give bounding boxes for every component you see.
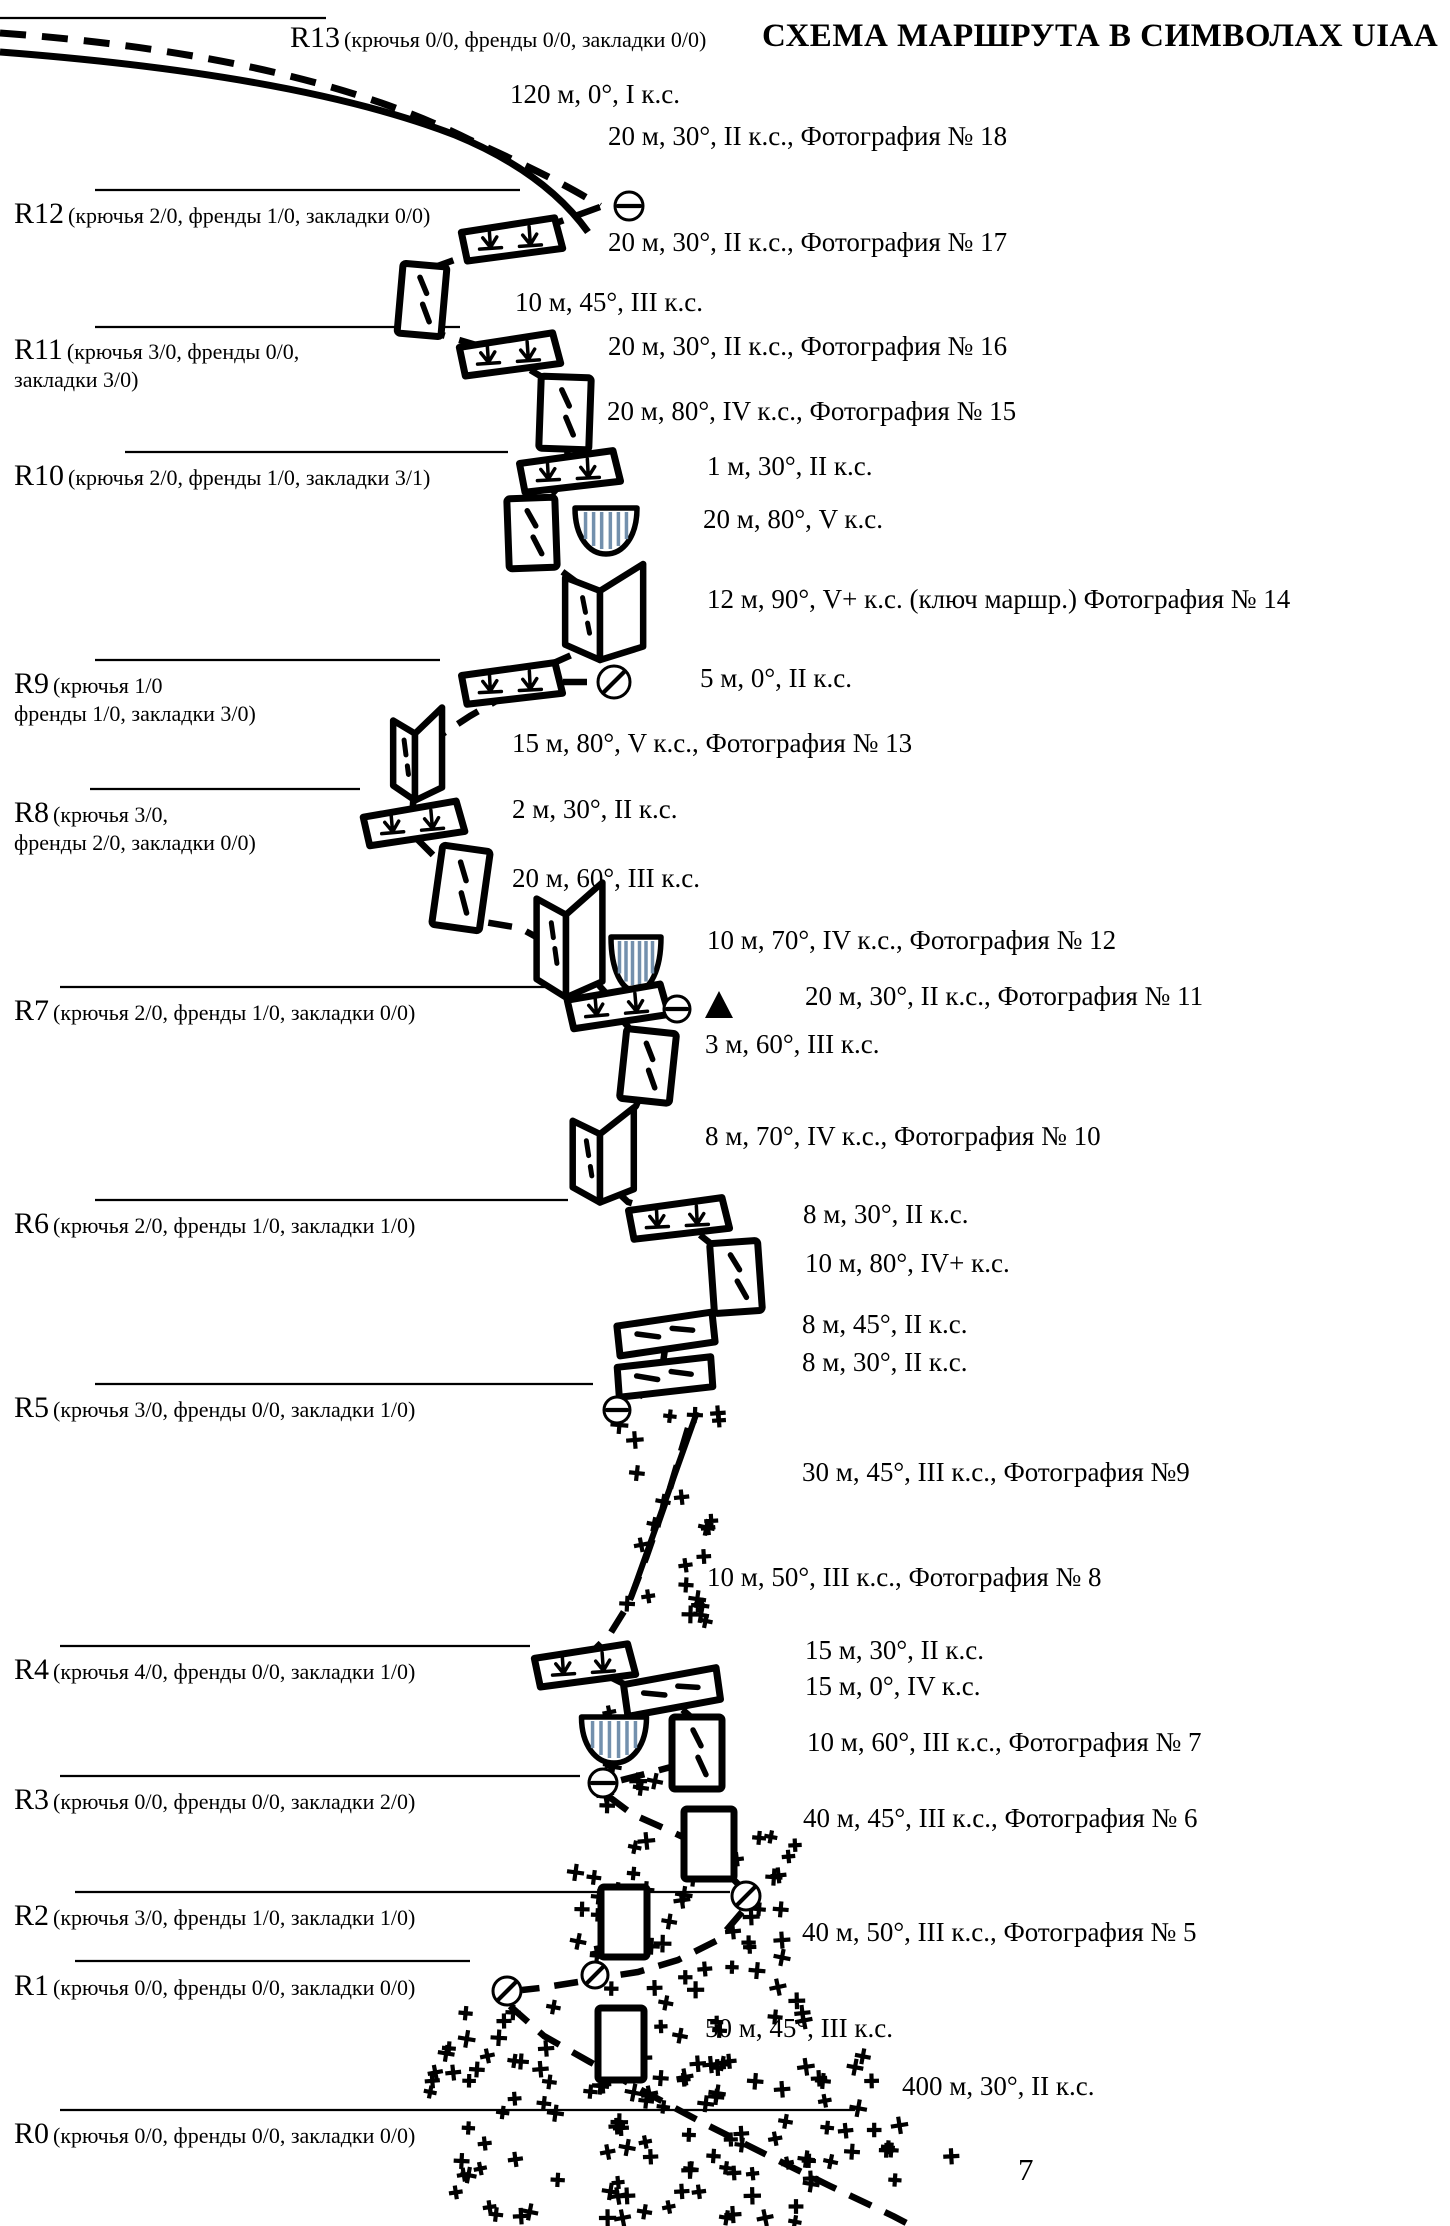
grotto-symbol (575, 508, 637, 554)
scree-cross-icon (773, 2080, 791, 2098)
scree-cross-icon (640, 1588, 656, 1604)
scree-cross-icon (743, 2187, 761, 2205)
scree-cross-icon (844, 2143, 861, 2160)
pitch-description-15: 20 м, 30°, II к.с., Фотография № 11 (805, 981, 1204, 1011)
station-gear-text: (крючья 3/0, (53, 802, 168, 827)
scree-cross-icon (796, 2149, 816, 2169)
scree-cross-icon (545, 1999, 562, 2016)
scree-cross-icon (462, 2074, 476, 2088)
scree-cross-icon (755, 2208, 775, 2226)
grotto-symbol (582, 1717, 647, 1763)
scree-cross-icon (546, 2104, 565, 2123)
slab-block-symbol (617, 1357, 713, 1397)
scree-cross-icon (541, 2074, 558, 2091)
station-name: R13 (290, 21, 341, 54)
station-gear-text: (крючья 0/0, френды 0/0, закладки 0/0) (53, 2123, 416, 2148)
pitch-description-18: 8 м, 30°, II к.с. (803, 1199, 969, 1229)
belay-station-symbol (461, 217, 563, 261)
scree-cross-icon (599, 2209, 617, 2226)
scree-cross-icon (867, 2123, 882, 2138)
pitch-description-25: 15 м, 0°, IV к.с. (805, 1671, 981, 1701)
page-title: СХЕМА МАРШРУТА В СИМВОЛАХ UIAA (762, 18, 1439, 54)
scree-cross-icon (550, 2172, 565, 2187)
pitch-description-14: 10 м, 70°, IV к.с., Фотография № 12 (707, 925, 1117, 955)
scree-cross-icon (773, 1931, 791, 1949)
open-corner-symbol (573, 1108, 634, 1203)
station-gear-text: (крючья 2/0, френды 1/0, закладки 1/0) (53, 1213, 416, 1238)
pitch-description-6: 20 м, 80°, IV к.с., Фотография № 15 (607, 396, 1017, 426)
belay-station-symbol (363, 801, 466, 847)
scree-cross-icon (888, 2173, 902, 2187)
pitch-description-17: 8 м, 70°, IV к.с., Фотография № 10 (705, 1121, 1101, 1151)
scree-cross-icon (660, 1912, 678, 1930)
scree-cross-icon (472, 2161, 488, 2177)
route-dashed-segment-15 (510, 2006, 912, 2226)
station-gear-text: (крючья 3/0, френды 1/0, закладки 1/0) (53, 1905, 416, 1930)
scree-cross-icon (444, 2064, 462, 2082)
scree-cross-icon (864, 2073, 879, 2088)
scree-cross-icon (696, 1549, 711, 1564)
scree-cross-icon (675, 2067, 695, 2087)
scree-cross-icon (788, 1838, 802, 1852)
scree-cross-icon (820, 2120, 835, 2135)
scree-cross-icon (652, 2070, 669, 2087)
scree-cross-icon (725, 1960, 739, 1974)
station-gear-text: (крючья 3/0, френды 0/0, (66, 339, 300, 364)
scree-cross-icon (628, 1464, 645, 1481)
scree-cross-icon (662, 1409, 677, 1424)
belay-station-symbol (519, 450, 621, 492)
scree-cross-icon (617, 2138, 637, 2158)
rock-block-symbol (619, 1029, 676, 1104)
station-name: R4 (14, 1653, 50, 1686)
scree-cross-icon (848, 2098, 869, 2119)
open-corner-symbol (393, 708, 442, 801)
rock-block-symbol (601, 1887, 647, 1957)
station-gear-text-line2: френды 1/0, закладки 3/0) (14, 701, 256, 727)
scree-cross-icon (772, 1947, 792, 1967)
station-gear-text: (крючья 1/0 (53, 673, 163, 698)
pitch-description-22: 30 м, 45°, III к.с., Фотография №9 (802, 1457, 1190, 1487)
rock-block-symbol (684, 1809, 734, 1879)
scree-cross-icon (426, 2063, 444, 2081)
scree-cross-icon (767, 2130, 784, 2147)
station-name: R8 (14, 796, 50, 829)
circle-diagonal-bar-icon (732, 1882, 760, 1910)
pitch-description-29: 50 м, 45°, III к.с. (705, 2013, 893, 2043)
scree-cross-icon (777, 2113, 794, 2130)
station-name: R6 (14, 1207, 50, 1240)
pitch-description-2: 20 м, 30°, II к.с., Фотография № 18 (608, 121, 1008, 151)
scree-cross-icon (574, 1901, 589, 1916)
pitch-description-20: 8 м, 45°, II к.с. (802, 1309, 968, 1339)
pitch-description-4: 10 м, 45°, III к.с. (515, 287, 703, 317)
slab-block-symbol (616, 1312, 715, 1356)
rock-block-symbol (397, 263, 447, 337)
rock-block-symbol (432, 845, 491, 931)
scree-cross-icon (748, 1961, 766, 1979)
scree-cross-icon (682, 2128, 696, 2142)
scree-cross-icon (568, 1932, 588, 1952)
scree-cross-icon (746, 2072, 764, 2090)
pitch-description-28: 40 м, 50°, III к.с., Фотография № 5 (802, 1917, 1197, 1947)
station-name: R7 (14, 994, 50, 1027)
pitch-description-21: 8 м, 30°, II к.с. (802, 1347, 968, 1377)
pitch-description-19: 10 м, 80°, IV+ к.с. (805, 1248, 1010, 1278)
station-name: R3 (14, 1783, 50, 1816)
station-gear-text: (крючья 2/0, френды 1/0, закладки 3/1) (68, 465, 431, 490)
scree-cross-icon (822, 2153, 840, 2171)
scree-cross-icon (767, 2009, 783, 2025)
scree-cross-icon (768, 1977, 788, 1997)
page-number: 7 (1018, 2152, 1034, 2187)
scree-cross-icon (890, 2115, 910, 2135)
scree-cross-icon (461, 2121, 475, 2135)
station-name: R11 (14, 333, 63, 366)
scree-cross-icon (477, 2136, 493, 2152)
scree-cross-icon (637, 2134, 653, 2150)
pitch-description-13: 20 м, 60°, III к.с. (512, 863, 700, 893)
station-gear-text-line2: закладки 3/0) (14, 367, 139, 393)
scree-cross-icon (586, 1869, 602, 1885)
scree-cross-icon (507, 2091, 522, 2106)
scree-cross-icon (458, 2005, 474, 2021)
scree-cross-icon (566, 1863, 585, 1882)
circle-horizontal-bar-icon (664, 996, 690, 1022)
pitch-description-11: 15 м, 80°, V к.с., Фотография № 13 (512, 728, 913, 758)
scree-cross-icon (532, 2060, 550, 2078)
pitch-description-5: 20 м, 30°, II к.с., Фотография № 16 (608, 331, 1008, 361)
scree-cross-icon (661, 2199, 677, 2215)
scree-cross-icon (677, 1557, 693, 1573)
scree-cross-icon (817, 2093, 833, 2109)
circle-diagonal-bar-icon (493, 1977, 521, 2005)
pitch-description-7: 1 м, 30°, II к.с. (707, 451, 873, 481)
pitch-description-12: 2 м, 30°, II к.с. (512, 794, 678, 824)
scree-cross-icon (495, 2105, 510, 2120)
rock-block-symbol (598, 2008, 644, 2080)
route-dashed-segment-14 (522, 1982, 578, 1990)
pitch-description-8: 20 м, 80°, V к.с. (703, 504, 883, 534)
scree-cross-icon (490, 2029, 507, 2046)
scree-cross-icon (654, 2020, 668, 2034)
scree-cross-icon (647, 1980, 663, 1996)
scree-cross-icon (697, 1961, 713, 1977)
pitch-description-16: 3 м, 60°, III к.с. (705, 1029, 880, 1059)
circle-horizontal-bar-icon (589, 1769, 617, 1797)
rock-block-symbol (672, 1717, 722, 1789)
triangle-summit-icon (705, 991, 733, 1018)
scree-cross-icon (837, 2122, 854, 2139)
pitch-description-26: 10 м, 60°, III к.с., Фотография № 7 (807, 1727, 1202, 1757)
station-name: R1 (14, 1969, 50, 2002)
scree-cross-icon (453, 2153, 470, 2170)
station-gear-text: (крючья 2/0, френды 1/0, закладки 0/0) (68, 203, 431, 228)
scree-cross-icon (745, 2166, 760, 2181)
station-gear-text: (крючья 0/0, френды 0/0, закладки 0/0) (53, 1975, 416, 2000)
scree-cross-icon (687, 1981, 704, 1998)
scree-cross-icon (681, 2161, 699, 2179)
station-name: R10 (14, 459, 65, 492)
scree-cross-icon (678, 1970, 692, 1984)
station-gear-text: (крючья 3/0, френды 0/0, закладки 1/0) (53, 1397, 416, 1422)
pitch-description-27: 40 м, 45°, III к.с., Фотография № 6 (803, 1803, 1198, 1833)
rock-block-symbol (507, 497, 557, 569)
scree-cross-icon (643, 2149, 659, 2165)
scree-cross-icon (691, 2184, 707, 2200)
scree-cross-icon (507, 2151, 524, 2168)
pitch-description-10: 5 м, 0°, II к.с. (700, 663, 852, 693)
circle-diagonal-bar-icon (598, 666, 630, 698)
scree-cross-icon (763, 1829, 778, 1844)
scree-cross-icon (479, 2047, 497, 2065)
scree-cross-icon (657, 1994, 675, 2012)
station-gear-text-line2: френды 2/0, закладки 0/0) (14, 830, 256, 856)
station-name: R0 (14, 2117, 50, 2150)
scree-cross-icon (943, 2148, 960, 2165)
scree-cross-icon (457, 2029, 477, 2049)
scree-cross-icon (654, 1935, 672, 1953)
scree-cross-icon (787, 2214, 803, 2226)
pitch-description-9: 12 м, 90°, V+ к.с. (ключ маршр.) Фотография № 14 (707, 584, 1291, 614)
pitch-description-1: 120 м, 0°, I к.с. (510, 79, 680, 109)
circle-horizontal-bar-icon (615, 192, 643, 220)
station-gear-text: (крючья 2/0, френды 1/0, закладки 0/0) (53, 1000, 416, 1025)
scree-cross-icon (448, 2185, 464, 2201)
station-gear-text: (крючья 4/0, френды 0/0, закладки 1/0) (53, 1659, 416, 1684)
belay-station-symbol (459, 332, 561, 376)
belay-station-symbol (461, 662, 563, 704)
pitch-description-23: 10 м, 50°, III к.с., Фотография № 8 (707, 1562, 1102, 1592)
scree-cross-icon (674, 2183, 690, 2199)
circle-diagonal-bar-icon (582, 1962, 608, 1988)
station-name: R5 (14, 1391, 50, 1424)
circle-horizontal-bar-icon (604, 1397, 630, 1423)
scree-cross-icon (765, 1868, 783, 1886)
pitch-description-30: 400 м, 30°, II к.с. (902, 2071, 1095, 2101)
belay-station-symbol (628, 1197, 730, 1239)
scree-cross-icon (636, 2203, 653, 2220)
scree-cross-icon (626, 1866, 641, 1881)
open-corner-symbol (537, 883, 603, 998)
scree-cross-icon (496, 2013, 511, 2028)
scree-cross-icon (423, 2084, 438, 2099)
scree-cross-icon (599, 2143, 617, 2161)
scree-cross-icon (789, 2199, 804, 2214)
scree-cross-icon (712, 2023, 728, 2039)
scree-cross-icon (625, 1431, 644, 1450)
station-gear-text: (крючья 0/0, френды 0/0, закладки 2/0) (53, 1789, 416, 1814)
scree-cross-icon (772, 1901, 789, 1918)
pitch-description-24: 15 м, 30°, II к.с. (805, 1635, 984, 1665)
scree-cross-icon (752, 1830, 767, 1845)
rock-block-symbol (539, 376, 591, 450)
scree-cross-icon (671, 2027, 689, 2045)
pitch-description-3: 20 м, 30°, II к.с., Фотография № 17 (608, 227, 1008, 257)
station-name: R9 (14, 667, 50, 700)
scree-cross-icon (678, 1577, 694, 1593)
scree-cross-icon (796, 2057, 816, 2077)
scree-cross-icon (673, 1489, 690, 1506)
scree-cross-icon (706, 2148, 721, 2163)
station-gear-text: (крючья 0/0, френды 0/0, закладки 0/0) (344, 27, 707, 52)
station-name: R12 (14, 197, 65, 230)
station-name: R2 (14, 1899, 50, 1932)
rock-block-symbol (710, 1240, 763, 1313)
